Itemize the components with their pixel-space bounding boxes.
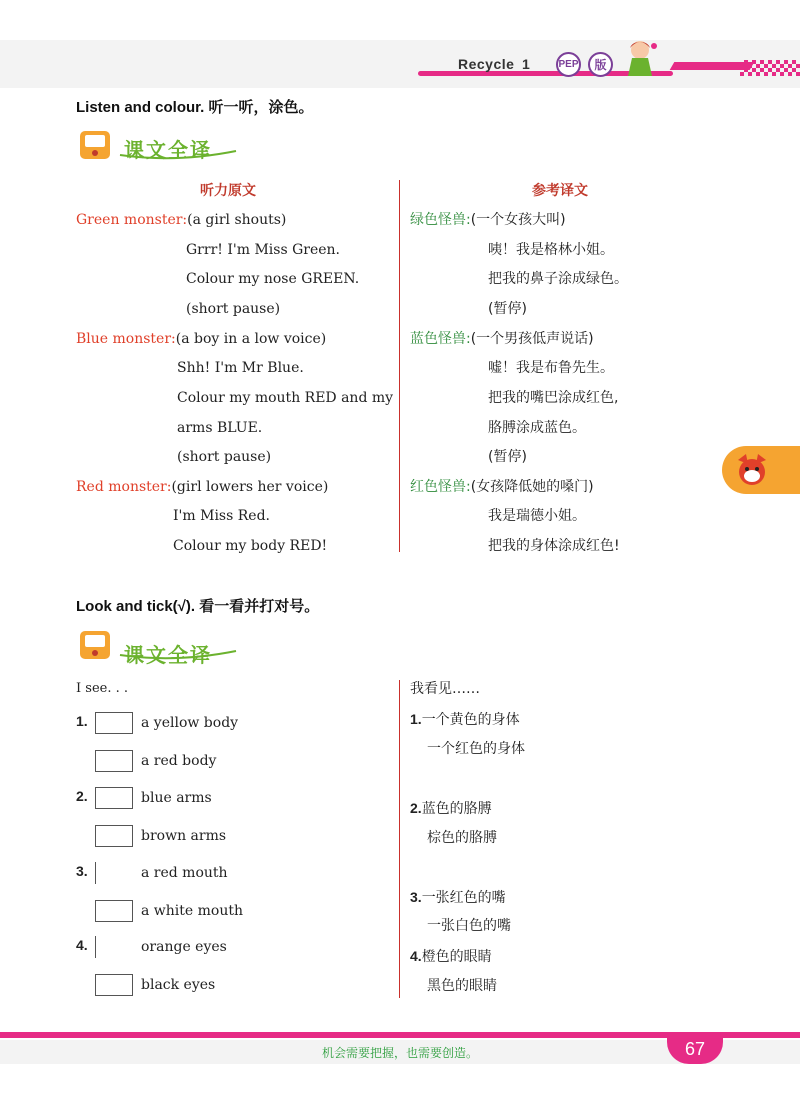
tick-box[interactable]: [95, 900, 133, 922]
header-checker-pattern: [740, 60, 800, 76]
translation-heading: 参考译文: [532, 183, 588, 199]
translation-line: 嘘！我是布鲁先生。: [488, 360, 614, 376]
fox-mascot-icon: [732, 450, 772, 490]
tick-box[interactable]: [95, 787, 133, 809]
option-text: a red body: [141, 753, 217, 769]
option-translation: 3.一张红色的嘴: [410, 889, 506, 906]
section2-title-cn: 看一看并打对号。: [199, 597, 320, 615]
section1-title-cn: 听一听，涂色。: [208, 98, 314, 116]
listening-text-heading: 听力原文: [200, 183, 256, 199]
tick-box[interactable]: [95, 825, 133, 847]
section2-banner-text: 课文全译: [124, 643, 212, 667]
translation-line: 我是瑞德小姐。: [488, 508, 586, 524]
section2-title: [76, 595, 319, 616]
option-translation: 一个红色的身体: [427, 741, 525, 757]
option-text: orange eyes: [141, 939, 227, 955]
section1-title-en: Listen and colour.: [76, 99, 205, 116]
option-text: a red mouth: [141, 865, 228, 881]
translation-line: 绿色怪兽:(一个女孩大叫): [410, 212, 566, 228]
script-line: Colour my mouth RED and my: [177, 390, 394, 406]
script-line: Grrr! I'm Miss Green.: [186, 242, 340, 258]
intro-en: I see. . .: [76, 681, 128, 696]
option-text: black eyes: [141, 977, 216, 993]
option-text: brown arms: [141, 828, 227, 844]
cartoon-girl-icon: [618, 36, 662, 80]
footer-motto: 机会需要把握，也需要创造。: [321, 1046, 478, 1060]
item-number: 1.: [76, 713, 88, 729]
column-divider: [399, 680, 400, 998]
option-translation: 4.橙色的眼睛: [410, 948, 492, 965]
option-text: a white mouth: [141, 903, 243, 919]
tick-box[interactable]: [95, 712, 133, 734]
translation-line: 胳膊涂成蓝色。: [488, 420, 586, 436]
column-divider: [399, 180, 400, 552]
option-translation: 棕色的胳膊: [427, 830, 497, 846]
translation-line: 蓝色怪兽:(一个男孩低声说话): [410, 331, 594, 347]
translation-line: 把我的鼻子涂成绿色。: [488, 271, 628, 287]
edition-badge: 版: [588, 52, 613, 77]
option-translation: 1.一个黄色的身体: [410, 711, 520, 728]
tick-box-partial[interactable]: [95, 936, 96, 958]
tick-box[interactable]: [95, 750, 133, 772]
translation-line: 把我的身体涂成红色!: [488, 538, 620, 554]
option-translation: 一张白色的嘴: [427, 918, 511, 934]
script-line: Green monster:(a girl shouts): [76, 212, 287, 228]
translation-line: 把我的嘴巴涂成红色,: [488, 390, 619, 406]
option-translation: 黑色的眼睛: [427, 978, 497, 994]
translation-line: 咦！我是格林小姐。: [488, 242, 614, 258]
tick-box-partial[interactable]: [95, 862, 96, 884]
script-line: arms BLUE.: [177, 420, 263, 436]
section1-banner-text: 课文全译: [124, 138, 212, 162]
option-text: a yellow body: [141, 715, 239, 731]
section2-title-en: Look and tick(√).: [76, 598, 196, 615]
translation-line: (暂停): [488, 449, 527, 465]
item-number: 2.: [76, 788, 88, 804]
pep-badge: PEP: [556, 52, 581, 77]
script-line: Colour my nose GREEN.: [186, 271, 360, 287]
script-line: Shh! I'm Mr Blue.: [177, 360, 304, 376]
unit-number: 1: [522, 56, 530, 72]
intro-cn: 我看见……: [410, 681, 480, 697]
section1-title: [76, 96, 314, 117]
script-line: (short pause): [177, 449, 272, 465]
script-line: (short pause): [186, 301, 281, 317]
page-number: 67: [667, 1034, 723, 1064]
script-line: Colour my body RED!: [173, 538, 328, 554]
script-line: Red monster:(girl lowers her voice): [76, 479, 329, 495]
translation-line: (暂停): [488, 301, 527, 317]
unit-title: Recycle: [458, 56, 515, 72]
option-translation: 2.蓝色的胳膊: [410, 800, 492, 817]
script-line: Blue monster:(a boy in a low voice): [76, 331, 327, 347]
item-number: 3.: [76, 863, 88, 879]
script-line: I'm Miss Red.: [173, 508, 270, 524]
translation-line: 红色怪兽:(女孩降低她的嗓门): [410, 479, 594, 495]
tick-box[interactable]: [95, 974, 133, 996]
item-number: 4.: [76, 937, 88, 953]
option-text: blue arms: [141, 790, 212, 806]
